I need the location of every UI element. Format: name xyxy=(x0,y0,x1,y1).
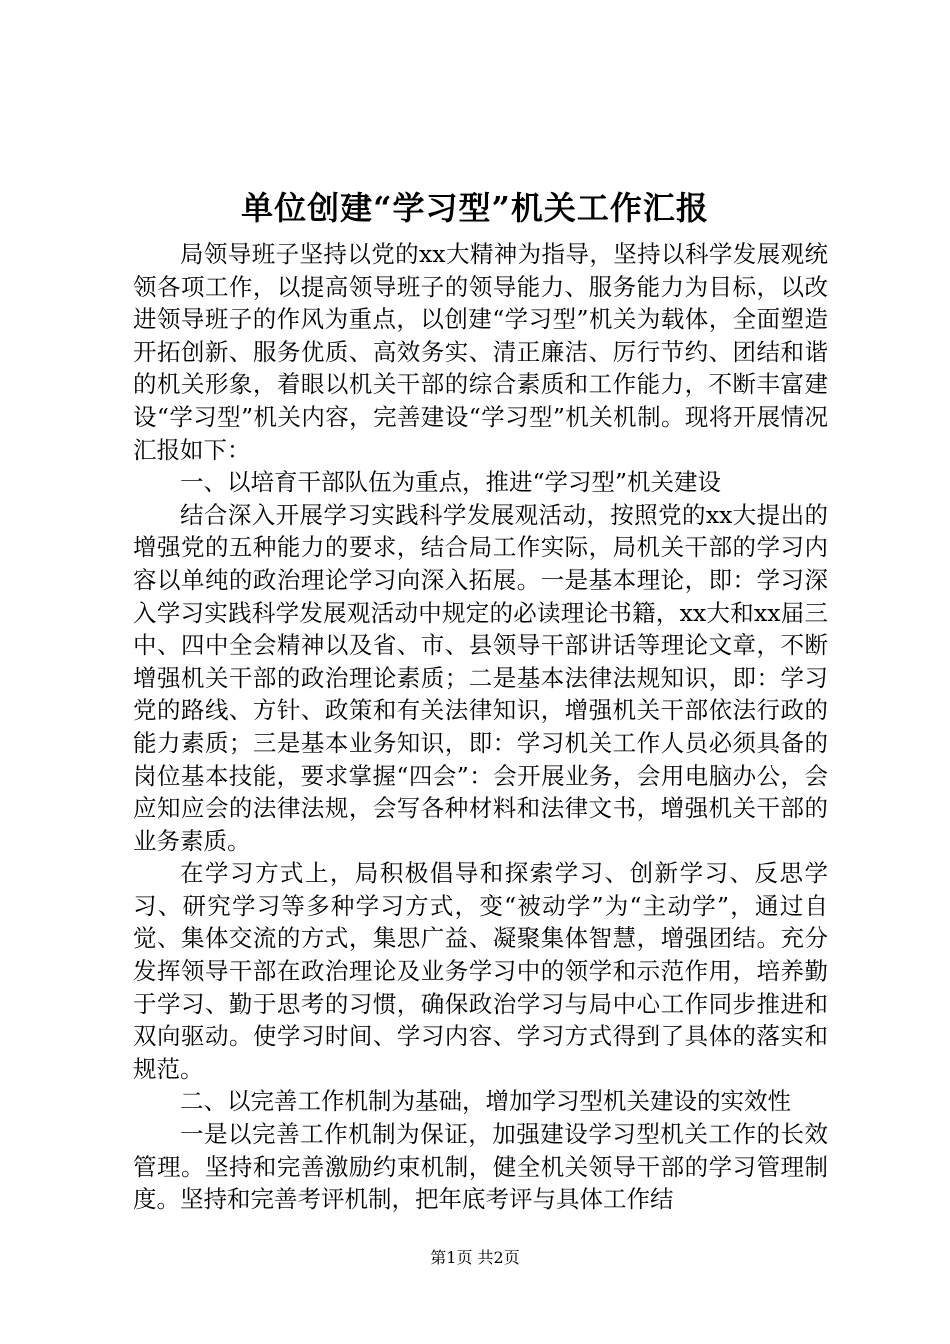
paragraph-intro: 局领导班子坚持以党的xx大精神为指导，坚持以科学发展观统领各项工作，以提高领导班子的领导能力、服务能力为目标，以改进领导班子的作风为重点，以创建“学习型”机关为载体，全面塑造开拓创新、服务优质、高效务实、清正廉洁、厉行节约、团结和谐的机关形象，着眼以机关干部的综合素质和工作能力，不断丰富建设“学习型”机关内容，完善建设“学习型”机关机制。现将开展情况汇报如下： xyxy=(133,240,828,464)
section-heading-2: 二、以完善工作机制为基础，增加学习型机关建设的实效性 xyxy=(180,1087,791,1116)
page-number-footer: 第1页 共2页 xyxy=(430,1248,520,1267)
document-body xyxy=(133,238,828,1216)
paragraph-work-mechanism: 一是以完善工作机制为保证，加强建设学习型机关工作的长效管理。坚持和完善激励约束机制，健全机关领导干部的学习管理制度。坚持和完善考评机制，把年底考评与具体工作结 xyxy=(133,1120,828,1214)
section-heading-1: 一、以培育干部队伍为重点，推进“学习型”机关建设 xyxy=(180,468,722,497)
paragraph-learning-methods: 在学习方式上，局积极倡导和探索学习、创新学习、反思学习、研究学习等多种学习方式，变“被动学”为“主动学”，通过自觉、集体交流的方式，集思广益、凝聚集体智慧，增强团结。充分发挥领导干部在政治理论及业务学习中的领学和示范作用，培养勤于学习、勤于思考的习惯，确保政治学习与局中心工作同步推进和双向驱动。使学习时间、学习内容、学习方式得到了具体的落实和规范。 xyxy=(133,859,828,1083)
paragraph-learning-content: 结合深入开展学习实践科学发展观活动，按照党的xx大提出的增强党的五种能力的要求，结合局工作实际，局机关干部的学习内容以单纯的政治理论学习向深入拓展。一是基本理论，即：学习深入学习实践科学发展观活动中规定的必读理论书籍，xx大和xx届三中、四中全会精神以及省、市、县领导干部讲话等理论文章，不断增强机关干部的政治理论素质；二是基本法律法规知识，即：学习党的路线、方针、政策和有关法律知识，增强机关干部依法行政的能力素质；三是基本业务知识，即：学习机关工作人员必须具备的岗位基本技能，要求掌握“四会”：会开展业务，会用电脑办公，会应知应会的法律法规，会写各种材料和法律文书，增强机关干部的业务素质。 xyxy=(133,500,828,855)
document-title: 单位创建“学习型”机关工作汇报 xyxy=(241,189,709,227)
